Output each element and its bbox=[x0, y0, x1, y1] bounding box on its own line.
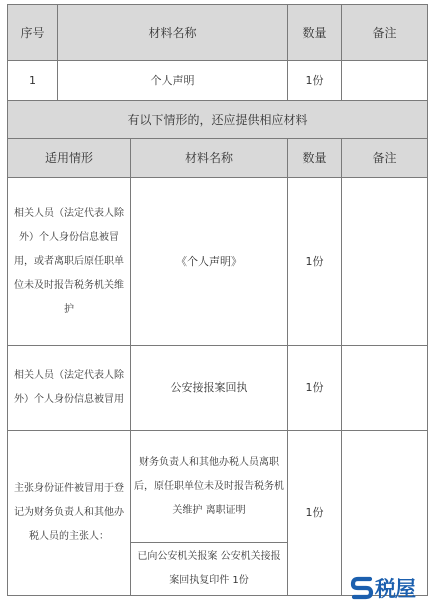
row3-note bbox=[342, 346, 428, 431]
materials-table bbox=[7, 4, 428, 596]
row4-case: 主张身份证件被冒用于登记为财务负责人和其他办税人员的主张人： bbox=[8, 431, 131, 596]
header-name: 材料名称 bbox=[58, 5, 288, 61]
s-logo-icon bbox=[350, 575, 374, 601]
row4-qty: 1份 bbox=[288, 431, 342, 596]
header-qty: 数量 bbox=[288, 5, 342, 61]
shuiwu-logo bbox=[350, 573, 415, 603]
header-no: 序号 bbox=[8, 5, 58, 61]
row2-case: 相关人员（法定代表人除外）个人身份信息被冒用，或者离职后原任职单位未及时报告税务机关维护 bbox=[8, 178, 131, 346]
header2-note: 备注 bbox=[342, 139, 428, 178]
row4-name: 财务负责人和其他办税人员离职后，原任职单位未及时报告税务机关维护 离职证明 bbox=[131, 431, 288, 543]
header2-qty: 数量 bbox=[288, 139, 342, 178]
logo-text: 税屋 bbox=[375, 577, 415, 601]
row4-name2: 已向公安机关报案 公安机关接报案回执复印件 1份 bbox=[131, 543, 288, 596]
header2-name: 材料名称 bbox=[131, 139, 288, 178]
row1-name: 个人声明 bbox=[58, 61, 288, 101]
row2-name: 《个人声明》 bbox=[131, 178, 288, 346]
row2-note bbox=[342, 178, 428, 346]
row1-qty: 1份 bbox=[288, 61, 342, 101]
row4-note bbox=[342, 431, 428, 596]
row3-name: 公安接报案回执 bbox=[131, 346, 288, 431]
row3-case: 相关人员（法定代表人除外）个人身份信息被冒用 bbox=[8, 346, 131, 431]
row1-note bbox=[342, 61, 428, 101]
header2-case: 适用情形 bbox=[8, 139, 131, 178]
row3-qty: 1份 bbox=[288, 346, 342, 431]
row2-qty: 1份 bbox=[288, 178, 342, 346]
header-note: 备注 bbox=[342, 5, 428, 61]
row1-no: 1 bbox=[8, 61, 58, 101]
section-title: 有以下情形的，还应提供相应材料 bbox=[8, 101, 428, 139]
